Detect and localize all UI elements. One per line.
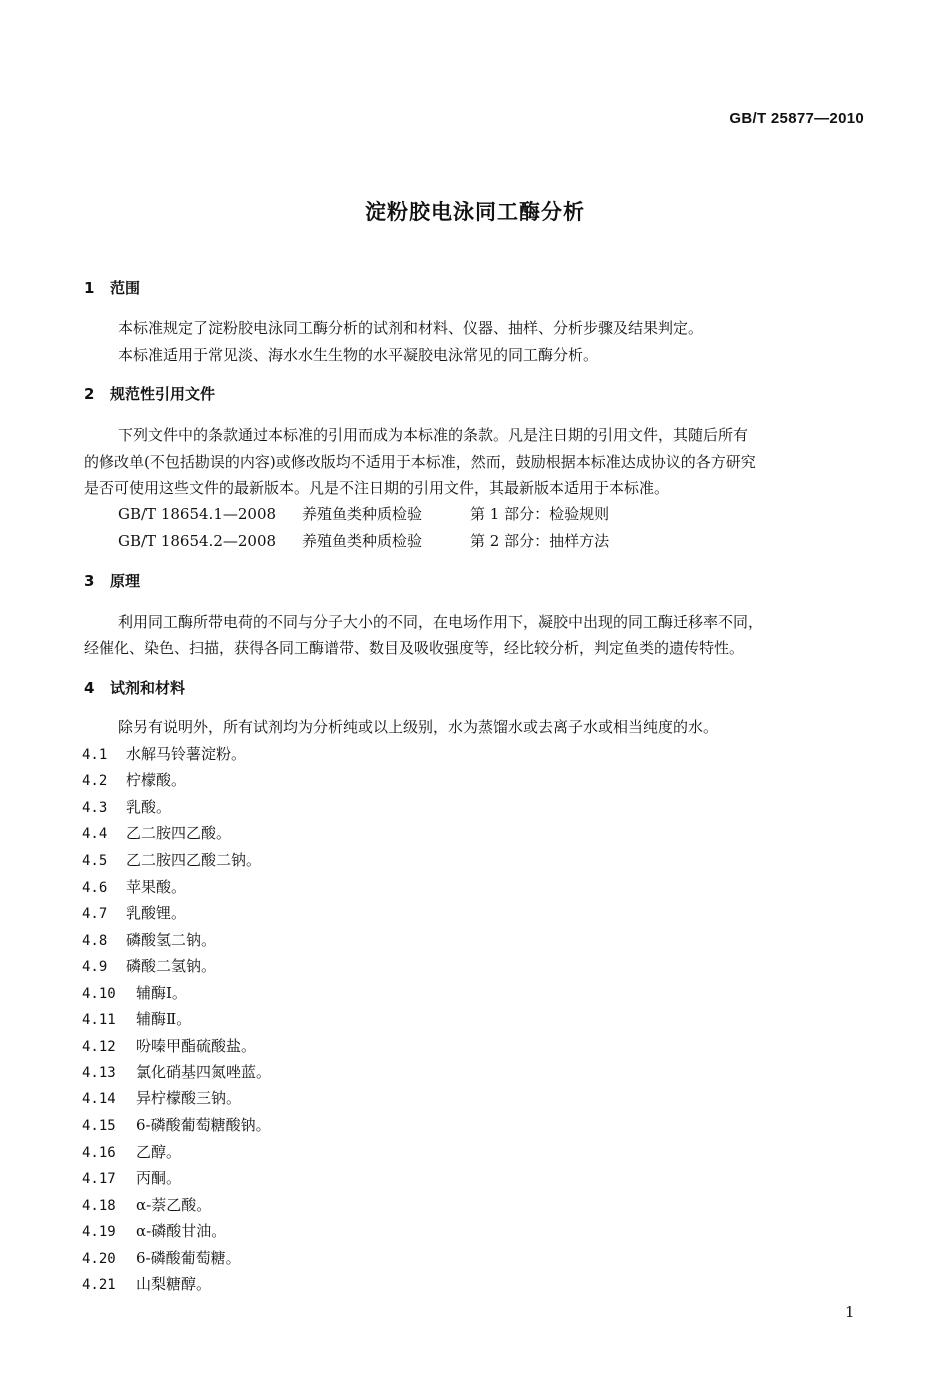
item-text: 异柠檬酸三钠。 bbox=[136, 1089, 242, 1107]
item-number: 4.14 bbox=[82, 1091, 116, 1107]
item-text: 乳酸锂。 bbox=[126, 904, 187, 922]
item-text: 乳酸。 bbox=[126, 798, 172, 816]
item-text: 乙二胺四乙酸。 bbox=[126, 824, 232, 842]
list-item bbox=[82, 902, 186, 923]
item-text: 水解马铃薯淀粉。 bbox=[126, 745, 247, 763]
item-text: 丙酮。 bbox=[136, 1169, 182, 1187]
reference-code: GB/T 18654.2—2008 bbox=[118, 532, 277, 550]
item-text: 磷酸氢二钠。 bbox=[126, 931, 217, 949]
item-text: 柠檬酸。 bbox=[126, 771, 187, 789]
paragraph: 本标准适用于常见淡、海水水生生物的水平凝胶电泳常见的同工酶分析。 bbox=[118, 346, 599, 364]
item-text: 乙醇。 bbox=[136, 1143, 182, 1161]
section-heading-1 bbox=[84, 277, 140, 298]
item-number: 4.1 bbox=[82, 747, 108, 763]
item-number: 4.5 bbox=[82, 853, 108, 869]
item-text: α-萘乙酸。 bbox=[136, 1196, 212, 1214]
item-number: 4.7 bbox=[82, 906, 108, 922]
section-heading-2 bbox=[84, 383, 215, 404]
item-text: 辅酶Ⅰ。 bbox=[136, 984, 187, 1002]
list-item bbox=[82, 849, 261, 870]
reference-code: GB/T 18654.1—2008 bbox=[118, 505, 277, 523]
item-number: 4.11 bbox=[82, 1012, 116, 1028]
reference-name: 养殖鱼类种质检验 bbox=[302, 505, 423, 523]
list-item bbox=[82, 769, 186, 790]
list-item bbox=[82, 822, 231, 843]
item-text: 6-磷酸葡萄糖。 bbox=[136, 1249, 241, 1267]
list-item bbox=[82, 796, 171, 817]
list-item bbox=[82, 743, 246, 764]
list-item bbox=[82, 1247, 241, 1268]
item-number: 4.6 bbox=[82, 880, 108, 896]
section-title: 试剂和材料 bbox=[110, 679, 186, 697]
paragraph-line: 下列文件中的条款通过本标准的引用而成为本标准的条款。凡是注日期的引用文件，其随后所有 bbox=[118, 426, 749, 444]
item-number: 4.10 bbox=[82, 986, 116, 1002]
section-number: 1 bbox=[84, 279, 95, 297]
list-item bbox=[82, 1035, 256, 1056]
reference-name: 养殖鱼类种质检验 bbox=[302, 532, 423, 550]
item-text: 6-磷酸葡萄糖酸钠。 bbox=[136, 1116, 271, 1134]
list-item bbox=[82, 929, 216, 950]
item-number: 4.4 bbox=[82, 826, 108, 842]
item-number: 4.21 bbox=[82, 1277, 116, 1293]
item-number: 4.12 bbox=[82, 1039, 116, 1055]
page-title: 淀粉胶电泳同工酶分析 bbox=[365, 200, 585, 224]
list-item bbox=[82, 1087, 241, 1108]
list-item bbox=[82, 1008, 191, 1029]
item-number: 4.8 bbox=[82, 933, 108, 949]
item-number: 4.17 bbox=[82, 1171, 116, 1187]
list-item bbox=[82, 1194, 211, 1215]
paragraph-line: 利用同工酶所带电荷的不同与分子大小的不同，在电场作用下，凝胶中出现的同工酶迁移率不同， bbox=[118, 613, 764, 631]
reference-part: 第 1 部分：检验规则 bbox=[470, 505, 610, 523]
item-number: 4.19 bbox=[82, 1224, 116, 1240]
item-number: 4.16 bbox=[82, 1145, 116, 1161]
paragraph-line: 的修改单(不包括勘误的内容)或修改版均不适用于本标准，然而，鼓励根据本标准达成协议的各方研究 bbox=[84, 453, 756, 471]
item-number: 4.20 bbox=[82, 1251, 116, 1267]
item-number: 4.2 bbox=[82, 773, 108, 789]
reference-entry bbox=[118, 503, 609, 524]
item-text: 山梨糖醇。 bbox=[136, 1275, 212, 1293]
standard-code: GB/T 25877—2010 bbox=[729, 110, 864, 127]
list-item bbox=[82, 1114, 271, 1135]
item-number: 4.18 bbox=[82, 1198, 116, 1214]
item-text: 磷酸二氢钠。 bbox=[126, 957, 217, 975]
item-text: 苹果酸。 bbox=[126, 878, 187, 896]
paragraph: 本标准规定了淀粉胶电泳同工酶分析的试剂和材料、仪器、抽样、分析步骤及结果判定。 bbox=[118, 319, 704, 337]
section-title: 规范性引用文件 bbox=[110, 385, 216, 403]
list-item bbox=[82, 1167, 181, 1188]
list-item bbox=[82, 982, 187, 1003]
paragraph: 除另有说明外，所有试剂均为分析纯或以上级别，水为蒸馏水或去离子水或相当纯度的水。 bbox=[118, 718, 719, 736]
section-number: 4 bbox=[84, 679, 95, 697]
section-number: 3 bbox=[84, 572, 95, 590]
section-number: 2 bbox=[84, 385, 95, 403]
item-text: 吩嗪甲酯硫酸盐。 bbox=[136, 1037, 257, 1055]
section-heading-4 bbox=[84, 677, 185, 698]
item-text: 乙二胺四乙酸二钠。 bbox=[126, 851, 262, 869]
item-number: 4.13 bbox=[82, 1065, 116, 1081]
reference-part: 第 2 部分：抽样方法 bbox=[470, 532, 610, 550]
section-heading-3 bbox=[84, 570, 140, 591]
item-number: 4.3 bbox=[82, 800, 108, 816]
list-item bbox=[82, 1220, 226, 1241]
reference-entry bbox=[118, 530, 609, 551]
item-number: 4.9 bbox=[82, 959, 108, 975]
list-item bbox=[82, 1273, 211, 1294]
list-item bbox=[82, 1141, 181, 1162]
section-title: 原理 bbox=[110, 572, 141, 590]
section-title: 范围 bbox=[110, 279, 141, 297]
list-item bbox=[82, 955, 216, 976]
item-text: 氯化硝基四氮唑蓝。 bbox=[136, 1063, 272, 1081]
item-number: 4.15 bbox=[82, 1118, 116, 1134]
list-item bbox=[82, 876, 186, 897]
item-text: 辅酶Ⅱ。 bbox=[136, 1010, 192, 1028]
paragraph-line: 经催化、染色、扫描，获得各同工酶谱带、数目及吸收强度等，经比较分析，判定鱼类的遗传特性。 bbox=[84, 639, 745, 657]
page-number: 1 bbox=[845, 1303, 855, 1321]
item-text: α-磷酸甘油。 bbox=[136, 1222, 227, 1240]
list-item bbox=[82, 1061, 271, 1082]
paragraph-line: 是否可使用这些文件的最新版本。凡是不注日期的引用文件，其最新版本适用于本标准。 bbox=[84, 479, 670, 497]
